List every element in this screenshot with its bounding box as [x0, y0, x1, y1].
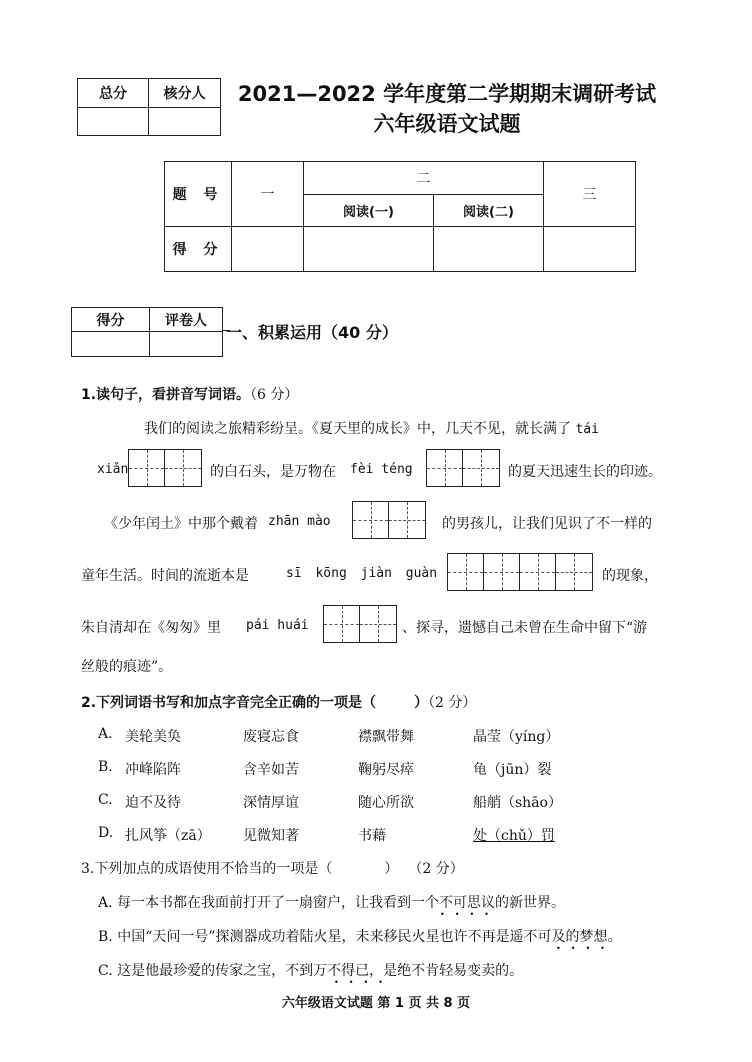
q1-line3a: 《少年闰土》中那个戴着	[104, 516, 258, 532]
section-score-box	[71, 307, 223, 357]
q1-pinyin-feiteng: fèi téng	[350, 462, 413, 477]
total-score-box	[77, 78, 221, 136]
section-score-label: 得分	[72, 308, 150, 332]
q3-option-c[interactable]: C. 这是他最珍爱的传家之宝，不到万不得已，是绝不肯轻易变卖的。	[98, 963, 524, 979]
checker-label: 核分人	[149, 79, 221, 108]
total-score-label: 总分	[78, 79, 149, 108]
score-cell-three[interactable]	[544, 227, 636, 272]
q2-option-b[interactable]: B. 冲峰陷阵 含辛如苦 鞠躬尽瘁 龟（jūn）裂	[98, 759, 552, 778]
total-score-cell[interactable]	[78, 108, 149, 136]
q1-line1: 我们的阅读之旅精彩纷呈。《夏天里的成长》中，几天不见，就长满了 tái	[144, 421, 599, 437]
col-two: 二	[304, 162, 544, 195]
answer-grid-taixian[interactable]	[128, 449, 202, 487]
q1-pinyin-taixian: xiǎn	[97, 462, 129, 477]
q1-line4a: 童年生活。时间的流逝本是	[81, 568, 249, 584]
q3-option-b[interactable]: B. 中国“天问一号”探测器成功着陆火星，未来移民火星也许不再是遥不可及的梦想。	[98, 929, 622, 945]
score-cell-one[interactable]	[232, 227, 304, 272]
section-grader-label: 评卷人	[150, 308, 223, 332]
score-cell-reading-two[interactable]	[434, 227, 544, 272]
q1-line4b: 的现象，	[602, 568, 658, 584]
col-three: 三	[544, 162, 636, 227]
q1-line6: 丝般的痕迹”。	[81, 659, 173, 675]
score-table	[164, 161, 636, 272]
q3-title: 3.下列加点的成语使用不恰当的一项是（ ） （2 分）	[81, 861, 464, 877]
checker-cell[interactable]	[149, 108, 221, 136]
answer-grid-sikongjianguan[interactable]	[447, 553, 593, 591]
q2-option-c[interactable]: C. 迫不及待 深情厚谊 随心所欲 船艄（shāo）	[98, 792, 562, 811]
col-one: 一	[232, 162, 304, 227]
exam-title: 2021—2022 学年度第二学期期末调研考试	[237, 82, 657, 106]
q3-c-emphasis-dots: ••••	[334, 978, 393, 987]
score-cell-reading-one[interactable]	[304, 227, 434, 272]
q1-line2b: 的夏天迅速生长的印迹。	[508, 464, 662, 480]
answer-grid-zhanmao[interactable]	[352, 501, 426, 539]
q1-line5b: 、探寻，遗憾自己未曾在生命中留下“游	[402, 620, 648, 636]
q2-option-d[interactable]: D. 扎风筝（zā） 见微知著 书藉 处（chǔ）罚	[98, 825, 555, 844]
q1-line3b: 的男孩儿，让我们见识了不一样的	[442, 516, 652, 532]
q1-pinyin-zhanmao: zhān mào	[268, 514, 331, 529]
q2-option-a[interactable]: A. 美轮美奂 废寝忘食 襟飘带舞 晶莹（yíng）	[98, 726, 560, 745]
answer-grid-feiteng[interactable]	[426, 449, 500, 487]
q1-line5a: 朱自清却在《匆匆》里	[81, 620, 221, 636]
q1-pinyin-sikongjianguan: sī kōng jiàn guàn	[286, 566, 438, 581]
section-score-cell[interactable]	[72, 332, 150, 357]
q2-title: 2.下列词语书写和加点字音完全正确的一项是（ ）（2 分）	[81, 695, 477, 711]
col-reading-two: 阅读(二)	[434, 195, 544, 227]
answer-grid-paihuai[interactable]	[323, 605, 397, 643]
page-footer: 六年级语文试题 第 1 页 共 8 页	[281, 996, 471, 1011]
question-number-label: 题 号	[165, 162, 232, 227]
section-grader-cell[interactable]	[150, 332, 223, 357]
q3-a-emphasis-dots: ••••	[440, 910, 499, 919]
exam-subtitle: 六年级语文试题	[373, 112, 521, 136]
q3-b-emphasis-dots: ••••	[556, 944, 615, 953]
q1-title: 1.读句子，看拼音写词语。（6 分）	[81, 387, 299, 403]
q1-pinyin-paihuai: pái huái	[246, 618, 309, 633]
col-reading-one: 阅读(一)	[304, 195, 434, 227]
score-row-label: 得 分	[165, 227, 232, 272]
q1-line2a: 的白石头，是万物在	[210, 464, 336, 480]
q3-option-a[interactable]: A. 每一本书都在我面前打开了一扇窗户，让我看到一个不可思议的新世界。	[98, 895, 566, 911]
section-title: 一、积累运用（40 分）	[226, 323, 398, 342]
